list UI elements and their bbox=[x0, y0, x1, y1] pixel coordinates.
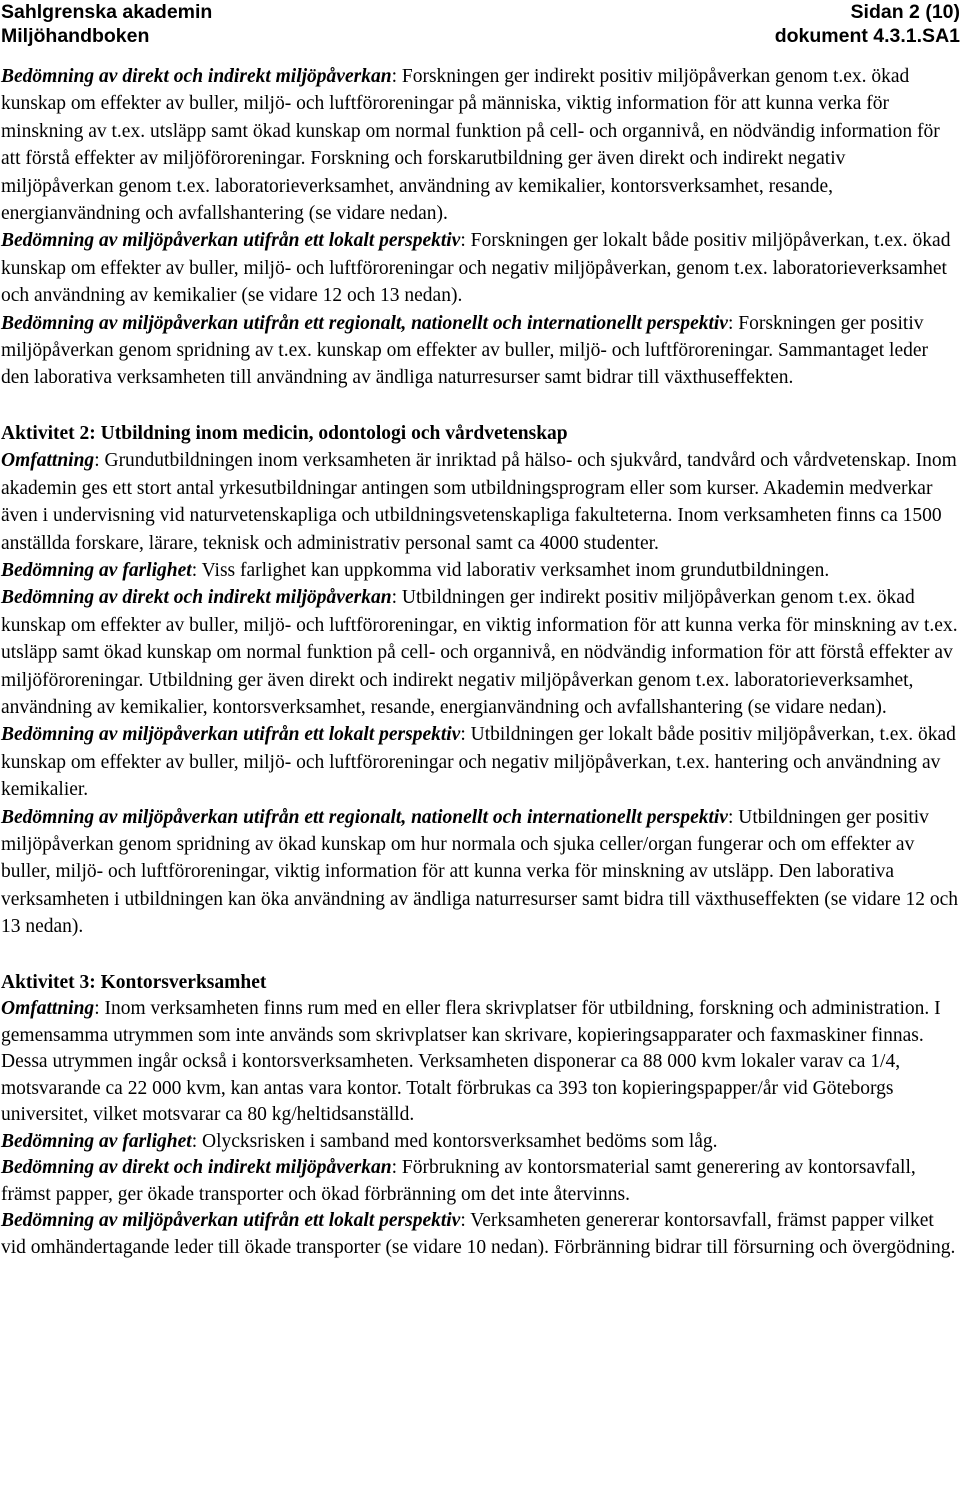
paragraph-text: : Grundutbildningen inom verksamheten är inriktad på hälso- och sjukvård, tandvård och vårdvetenskap. Inom akademin ges ett stort antal yrkesutbildningar antingen som utbildningsprogram eller som kurser. Akademin medverkar även i undervisning vid naturvetenskapliga och utbildningsvetenskapliga fakulteterna. Inom verksamheten finns ca 1500 anställda forskare, lärare, teknisk och administrativ personal samt ca 4000 studenter. bbox=[1, 450, 957, 554]
paragraph bbox=[1, 1129, 959, 1156]
assessment-label: Bedömning av farlighet bbox=[1, 1130, 192, 1152]
document-body bbox=[1, 63, 959, 1261]
assessment-label: Bedömning av direkt och indirekt miljöpåverkan bbox=[1, 1157, 392, 1179]
assessment-label: Bedömning av miljöpåverkan utifrån ett lokalt perspektiv bbox=[1, 724, 461, 746]
activity-3-section bbox=[1, 970, 959, 1262]
paragraph bbox=[1, 557, 959, 584]
section-heading: Aktivitet 3: Kontorsverksamhet bbox=[1, 971, 267, 993]
paragraph-text: : Viss farlighet kan uppkomma vid laborativ verksamhet inom grundutbildningen. bbox=[191, 559, 830, 581]
paragraph bbox=[1, 63, 959, 227]
activity-2-section bbox=[1, 420, 959, 941]
handbook-name: Miljöhandboken bbox=[1, 25, 150, 47]
paragraph bbox=[1, 584, 959, 721]
page-number: Sidan 2 (10) bbox=[850, 1, 960, 23]
assessment-label: Bedömning av direkt och indirekt miljöpåverkan bbox=[1, 587, 392, 609]
paragraph bbox=[1, 804, 959, 941]
scope-label: Omfattning bbox=[1, 450, 95, 472]
paragraph bbox=[1, 1208, 959, 1261]
assessment-label: Bedömning av miljöpåverkan utifrån ett regionalt, nationellt och internationellt perspektiv bbox=[1, 806, 728, 828]
paragraph-text: : Verksamheten genererar kontorsavfall, främst papper vilket vid omhändertagande leder till ökade transporter (se vidare 10 nedan). Förbränning bidrar till försurning och övergödning. bbox=[1, 1210, 956, 1258]
paragraph-text: : Utbildningen ger indirekt positiv miljöpåverkan genom t.ex. ökad kunskap om effekter av buller, miljö- och luftföroreningar, en viktig information för att kunna verka för minskning av t.ex. utsläpp samt ökad kunskap om normal funktion på cell- och organnivå, en nödvändig information för att förstå effekter av miljöföroreningar. Utbildning ger även direkt och indirekt negativ miljöpåverkan genom t.ex. laboratorieverksamhet, användning av kemikalier, kontorsverksamhet, resande, energianvändning och avfallshantering (se vidare nedan). bbox=[1, 587, 958, 718]
assessment-label: Bedömning av miljöpåverkan utifrån ett lokalt perspektiv bbox=[1, 1210, 461, 1232]
scope-label: Omfattning bbox=[1, 998, 95, 1020]
paragraph bbox=[1, 227, 959, 309]
document-id: dokument 4.3.1.SA1 bbox=[774, 25, 960, 47]
paragraph-text: : Inom verksamheten finns rum med en eller flera skrivplatser för utbildning, forskning och administration. I gemensamma utrymmen som inte används som skrivplatser kan skrivare, kopieringsapparater och faxmaskiner finnas. Dessa utrymmen ingår också i kontorsverksamheten. Verksamheten disponerar ca 88 000 kvm lokaler varav ca 1/4, motsvarande ca 22 000 kvm, kan antas vara kontor. Totalt förbrukas ca 393 ton kopieringspapper/år vid Göteborgs universitet, vilket motsvarar ca 80 kg/heltidsanställd. bbox=[1, 998, 941, 1126]
paragraph-text: : Forskningen ger lokalt både positiv miljöpåverkan, t.ex. ökad kunskap om effekter av buller, miljö- och luftföroreningar och negativ miljöpåverkan, genom t.ex. laboratorieverksamhet och användning av kemikalier (se vidare 12 och 13 nedan). bbox=[1, 230, 951, 307]
paragraph-text: : Utbildningen ger positiv miljöpåverkan genom spridning av ökad kunskap om hur normala och sjuka celler/organ fungerar och om effekter av buller, miljö- och luftföroreningar, viktig information för att kunna verka för minskning av utsläpp. Den laborativa verksamheten i utbildningen kan öka användning av ändliga naturresurser samt bidra till växthuseffekten (se vidare 12 och 13 nedan). bbox=[1, 806, 959, 938]
paragraph bbox=[1, 310, 959, 392]
assessment-label: Bedömning av miljöpåverkan utifrån ett lokalt perspektiv bbox=[1, 230, 461, 252]
paragraph bbox=[1, 447, 959, 557]
institution-name: Sahlgrenska akademin bbox=[1, 1, 213, 23]
assessment-label: Bedömning av farlighet bbox=[1, 559, 192, 581]
header-row-1 bbox=[0, 0, 960, 24]
header-row-2 bbox=[0, 24, 960, 48]
paragraph bbox=[1, 1155, 959, 1208]
activity-1-continued bbox=[1, 63, 959, 392]
assessment-label: Bedömning av direkt och indirekt miljöpåverkan bbox=[1, 66, 392, 87]
paragraph-text: : Olycksrisken i samband med kontorsverksamhet bedöms som låg. bbox=[191, 1130, 718, 1152]
paragraph bbox=[1, 721, 959, 803]
assessment-label: Bedömning av miljöpåverkan utifrån ett regionalt, nationellt och internationellt perspektiv bbox=[1, 312, 728, 334]
paragraph-text: : Forskningen ger positiv miljöpåverkan genom spridning av t.ex. kunskap om effekter av buller, miljö- och luftföroreningar. Sammantaget leder den laborativa verksamheten till användning av ändliga naturresurser samt bidrar till växthuseffekten. bbox=[1, 312, 929, 389]
paragraph-text: : Utbildningen ger lokalt både positiv miljöpåverkan, t.ex. ökad kunskap om effekter av buller, miljö- och luftföroreningar och negativ miljöpåverkan, t.ex. hantering och användning av kemikalier. bbox=[1, 724, 956, 801]
paragraph-text: : Förbrukning av kontorsmaterial samt generering av kontorsavfall, främst papper, ger ökade transporter och ökad förbränning om det inte återvinns. bbox=[1, 1157, 916, 1205]
paragraph bbox=[1, 996, 959, 1129]
paragraph-text: : Forskningen ger indirekt positiv miljöpåverkan genom t.ex. ökad kunskap om effekter av buller, miljö- och luftföroreningar på människa, viktig information för att kunna verka för minskning av t.ex. utsläpp samt ökad kunskap om normal funktion på cell- och organnivå, en nödvändig information för att förstå effekter av miljöföroreningar. Forskning och forskarutbildning ger även direkt och indirekt negativ miljöpåverkan genom t.ex. laboratorieverksamhet, användning av kemikalier, kontorsverksamhet, resande, energianvändning och avfallshantering (se vidare nedan). bbox=[1, 66, 940, 225]
section-heading: Aktivitet 2: Utbildning inom medicin, odontologi och vårdvetenskap bbox=[1, 422, 568, 444]
page-header bbox=[0, 0, 960, 48]
